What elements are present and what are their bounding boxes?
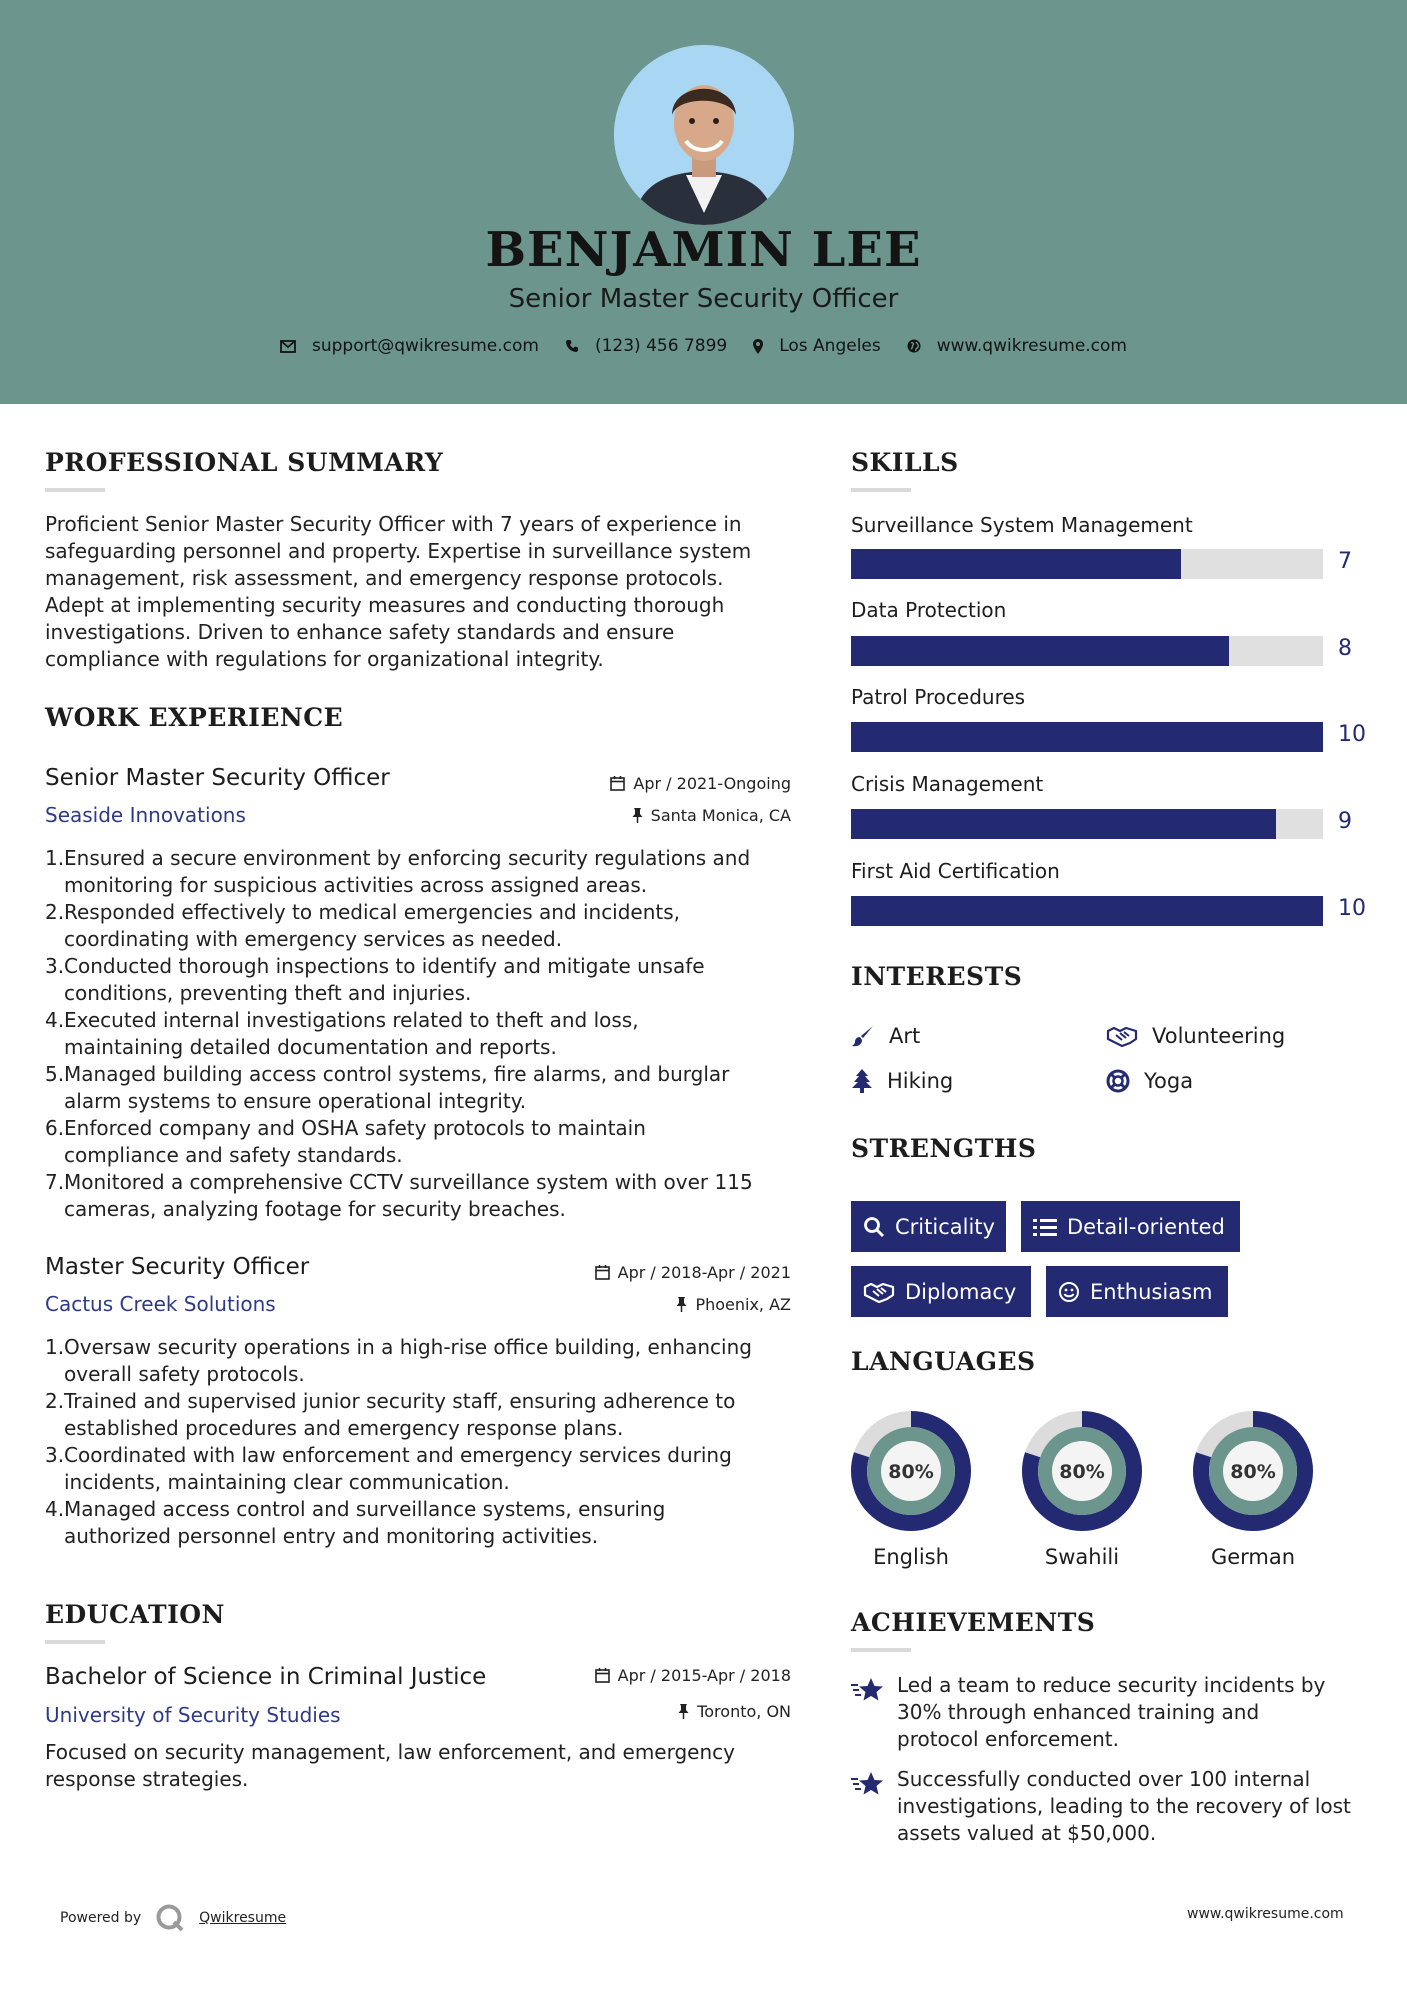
list-line: Oversaw security operations in a high-rise office building, enhancing bbox=[64, 1335, 752, 1359]
job-role: Senior Master Security Officer bbox=[45, 765, 390, 791]
strength-chip bbox=[851, 1201, 1006, 1252]
globe-icon bbox=[907, 339, 921, 353]
phone-icon bbox=[565, 339, 579, 353]
star-icon bbox=[851, 1676, 885, 1704]
education-line: response strategies. bbox=[45, 1767, 249, 1791]
profile-photo bbox=[614, 45, 794, 225]
job-dates bbox=[490, 1263, 791, 1282]
summary-line: Adept at implementing security measures and conducting thorough bbox=[45, 593, 725, 617]
star-icon bbox=[851, 1770, 885, 1798]
language-name: Swahili bbox=[1044, 1545, 1120, 1569]
contact-website[interactable] bbox=[907, 336, 1127, 356]
interest-label: Volunteering bbox=[1152, 1024, 1286, 1048]
list-text bbox=[64, 1061, 729, 1115]
list-number: 3. bbox=[45, 954, 65, 978]
interest-label: Hiking bbox=[887, 1069, 954, 1093]
list-item bbox=[45, 1334, 800, 1388]
list-number: 6. bbox=[45, 1116, 65, 1140]
job-dates-text: Apr / 2021-Ongoing bbox=[633, 774, 791, 793]
interest-item bbox=[1106, 1024, 1285, 1048]
list-line: authorized personnel entry and monitoring activities. bbox=[64, 1524, 599, 1548]
skill-bar-fill bbox=[851, 722, 1323, 752]
tree-icon bbox=[851, 1069, 873, 1093]
contact-website-text: www.qwikresume.com bbox=[936, 336, 1127, 356]
skills-heading: SKILLS bbox=[851, 448, 959, 477]
language-gauge bbox=[1020, 1409, 1144, 1537]
list-text bbox=[64, 953, 705, 1007]
work-heading: WORK EXPERIENCE bbox=[45, 703, 344, 732]
handshake-icon bbox=[1106, 1025, 1138, 1047]
job-role: Master Security Officer bbox=[45, 1254, 310, 1280]
list-line: Managed access control and surveillance systems, ensuring bbox=[64, 1497, 666, 1521]
strengths-heading: STRENGTHS bbox=[851, 1134, 1037, 1163]
qwikresume-logo-icon bbox=[155, 1903, 187, 1933]
achievement-line: protocol enforcement. bbox=[897, 1727, 1119, 1751]
envelope-icon bbox=[280, 340, 296, 353]
calendar-icon bbox=[595, 1265, 610, 1280]
skill-name: Patrol Procedures bbox=[851, 685, 1026, 709]
list-number: 2. bbox=[45, 900, 65, 924]
language-name: German bbox=[1210, 1545, 1296, 1569]
list-item bbox=[45, 1442, 800, 1496]
pushpin-icon bbox=[632, 808, 643, 823]
languages-heading: LANGUAGES bbox=[851, 1347, 1036, 1376]
list-line: Trained and supervised junior security staff, ensuring adherence to bbox=[64, 1389, 736, 1413]
achievement-item bbox=[851, 1672, 1325, 1753]
list-number: 4. bbox=[45, 1497, 65, 1521]
list-line: coordinating with emergency services as needed. bbox=[64, 927, 563, 951]
list-line: Coordinated with law enforcement and emergency services during bbox=[64, 1443, 732, 1467]
list-number: 2. bbox=[45, 1389, 65, 1413]
strength-label: Enthusiasm bbox=[1090, 1279, 1213, 1304]
list-line: Conducted thorough inspections to identify and mitigate unsafe bbox=[64, 954, 705, 978]
education-location-text: Toronto, ON bbox=[697, 1702, 791, 1721]
skill-score: 7 bbox=[1338, 549, 1352, 574]
job-location bbox=[490, 1295, 791, 1314]
language-name: English bbox=[873, 1545, 949, 1569]
language-ring bbox=[1191, 1409, 1315, 1533]
education-location bbox=[490, 1702, 791, 1721]
list-line: Monitored a comprehensive CCTV surveillance system with over 115 bbox=[64, 1170, 753, 1194]
interest-label: Yoga bbox=[1144, 1069, 1194, 1093]
list-text bbox=[64, 1334, 752, 1388]
interest-label: Art bbox=[889, 1024, 921, 1048]
list-icon bbox=[1033, 1217, 1057, 1237]
skill-score: 10 bbox=[1338, 722, 1366, 747]
skill-bar-track bbox=[851, 722, 1323, 752]
skill-bar-track bbox=[851, 809, 1323, 839]
strength-chip bbox=[851, 1266, 1031, 1317]
list-item bbox=[45, 845, 800, 899]
contact-location-text: Los Angeles bbox=[779, 336, 881, 356]
achievement-item bbox=[851, 1766, 1351, 1847]
paintbrush-icon bbox=[851, 1024, 875, 1048]
list-number: 7. bbox=[45, 1170, 65, 1194]
achievement-line: assets valued at $50,000. bbox=[897, 1821, 1157, 1845]
list-number: 1. bbox=[45, 1335, 65, 1359]
skill-bar-track bbox=[851, 636, 1323, 666]
list-item bbox=[45, 1007, 800, 1061]
job-bullets bbox=[45, 1334, 800, 1550]
skill-bar-track bbox=[851, 549, 1323, 579]
achievements-heading-rule bbox=[851, 1648, 911, 1652]
list-item bbox=[45, 1169, 800, 1223]
education-heading-rule bbox=[45, 1640, 105, 1644]
skill-bar-fill bbox=[851, 549, 1181, 579]
map-pin-icon bbox=[753, 339, 763, 354]
list-number: 4. bbox=[45, 1008, 65, 1032]
job-location-text: Santa Monica, CA bbox=[650, 806, 791, 825]
skill-bar-track bbox=[851, 896, 1323, 926]
list-line: Enforced company and OSHA safety protocols to maintain bbox=[64, 1116, 646, 1140]
list-line: maintaining detailed documentation and reports. bbox=[64, 1035, 557, 1059]
achievement-text bbox=[897, 1672, 1325, 1753]
pushpin-icon bbox=[676, 1297, 687, 1312]
interest-item bbox=[851, 1024, 920, 1048]
smile-icon bbox=[1058, 1281, 1080, 1303]
interests-heading: INTERESTS bbox=[851, 962, 1023, 991]
summary-text bbox=[45, 511, 751, 673]
list-line: established procedures and emergency response plans. bbox=[64, 1416, 624, 1440]
achievement-line: investigations, leading to the recovery of lost bbox=[897, 1794, 1351, 1818]
list-line: monitoring for suspicious activities across assigned areas. bbox=[64, 873, 648, 897]
list-line: alarm systems to ensure operational integrity. bbox=[64, 1089, 527, 1113]
footer-powered-by bbox=[60, 1903, 286, 1933]
calendar-icon bbox=[595, 1668, 610, 1683]
achievement-line: Successfully conducted over 100 internal bbox=[897, 1767, 1311, 1791]
contact-location bbox=[753, 336, 881, 356]
contact-email[interactable] bbox=[280, 336, 539, 356]
list-text bbox=[64, 1496, 665, 1550]
footer-website-link[interactable]: www.qwikresume.com bbox=[1187, 1906, 1344, 1922]
list-number: 3. bbox=[45, 1443, 65, 1467]
list-item bbox=[45, 1115, 800, 1169]
language-gauge bbox=[849, 1409, 973, 1537]
job-dates bbox=[490, 774, 791, 793]
summary-line: safeguarding personnel and property. Expertise in surveillance system bbox=[45, 539, 752, 563]
achievements-heading: ACHIEVEMENTS bbox=[851, 1608, 1096, 1637]
list-line: Executed internal investigations related to theft and loss, bbox=[64, 1008, 639, 1032]
skill-bar-fill bbox=[851, 636, 1229, 666]
job-bullets bbox=[45, 845, 800, 1223]
qwikresume-link[interactable]: Qwikresume bbox=[199, 1910, 287, 1926]
education-dates bbox=[490, 1666, 791, 1685]
list-item bbox=[45, 1388, 800, 1442]
interest-item bbox=[1106, 1069, 1193, 1093]
summary-heading-rule bbox=[45, 488, 105, 492]
summary-line: Proficient Senior Master Security Officer with 7 years of experience in bbox=[45, 512, 742, 536]
education-description bbox=[45, 1739, 735, 1793]
contact-row bbox=[0, 336, 1407, 356]
skill-score: 9 bbox=[1338, 809, 1352, 834]
achievement-line: Led a team to reduce security incidents by bbox=[897, 1673, 1326, 1697]
list-text bbox=[64, 1442, 732, 1496]
job-location-text: Phoenix, AZ bbox=[695, 1295, 791, 1314]
list-line: incidents, maintaining clear communication. bbox=[64, 1470, 510, 1494]
education-degree: Bachelor of Science in Criminal Justice bbox=[45, 1664, 487, 1690]
powered-by-label: Powered by bbox=[60, 1910, 142, 1926]
education-line: Focused on security management, law enforcement, and emergency bbox=[45, 1740, 735, 1764]
strength-chip bbox=[1046, 1266, 1228, 1317]
job-company: Cactus Creek Solutions bbox=[45, 1292, 276, 1316]
list-line: Managed building access control systems, fire alarms, and burglar bbox=[64, 1062, 730, 1086]
list-item bbox=[45, 953, 800, 1007]
skill-score: 8 bbox=[1338, 636, 1352, 661]
education-dates-text: Apr / 2015-Apr / 2018 bbox=[617, 1666, 791, 1685]
list-line: cameras, analyzing footage for security breaches. bbox=[64, 1197, 566, 1221]
strength-label: Criticality bbox=[895, 1214, 995, 1239]
skills-heading-rule bbox=[851, 488, 911, 492]
language-percent: 80% bbox=[888, 1461, 934, 1483]
education-heading: EDUCATION bbox=[45, 1600, 225, 1629]
interest-item bbox=[851, 1069, 953, 1093]
list-number: 5. bbox=[45, 1062, 65, 1086]
summary-line: compliance with regulations for organizational integrity. bbox=[45, 647, 604, 671]
list-text bbox=[64, 1115, 646, 1169]
list-number: 1. bbox=[45, 846, 65, 870]
calendar-icon bbox=[610, 776, 625, 791]
list-text bbox=[64, 1169, 753, 1223]
skill-bar-fill bbox=[851, 809, 1276, 839]
contact-phone-text: (123) 456 7899 bbox=[594, 336, 728, 356]
list-line: Responded effectively to medical emergencies and incidents, bbox=[64, 900, 681, 924]
avatar bbox=[614, 45, 794, 225]
skill-bar-fill bbox=[851, 896, 1323, 926]
language-ring bbox=[849, 1409, 973, 1533]
skill-name: First Aid Certification bbox=[851, 859, 1060, 883]
resume-header bbox=[0, 0, 1407, 404]
list-line: conditions, preventing theft and injuries. bbox=[64, 981, 472, 1005]
language-percent: 80% bbox=[1059, 1461, 1105, 1483]
list-text bbox=[64, 1007, 639, 1061]
skill-score: 10 bbox=[1338, 896, 1366, 921]
strength-label: Detail-oriented bbox=[1067, 1214, 1225, 1239]
strength-chip bbox=[1021, 1201, 1240, 1252]
handshake-icon bbox=[863, 1281, 895, 1303]
skill-name: Crisis Management bbox=[851, 772, 1044, 796]
skill-name: Surveillance System Management bbox=[851, 513, 1193, 537]
job-company: Seaside Innovations bbox=[45, 803, 246, 827]
list-text bbox=[64, 1388, 735, 1442]
lifering-icon bbox=[1106, 1069, 1130, 1093]
list-item bbox=[45, 1496, 800, 1550]
summary-heading: PROFESSIONAL SUMMARY bbox=[45, 448, 444, 477]
job-location bbox=[490, 806, 791, 825]
achievement-line: 30% through enhanced training and bbox=[897, 1700, 1260, 1724]
list-text bbox=[64, 845, 750, 899]
summary-line: management, risk assessment, and emergency response protocols. bbox=[45, 566, 724, 590]
education-school: University of Security Studies bbox=[45, 1703, 341, 1727]
achievement-text bbox=[897, 1766, 1351, 1847]
candidate-title: Senior Master Security Officer bbox=[508, 284, 899, 314]
search-icon bbox=[863, 1216, 885, 1238]
pushpin-icon bbox=[678, 1704, 689, 1719]
language-ring bbox=[1020, 1409, 1144, 1533]
strength-label: Diplomacy bbox=[905, 1279, 1017, 1304]
job-dates-text: Apr / 2018-Apr / 2021 bbox=[617, 1263, 791, 1282]
summary-line: investigations. Driven to enhance safety standards and ensure bbox=[45, 620, 675, 644]
language-percent: 80% bbox=[1230, 1461, 1276, 1483]
list-item bbox=[45, 1061, 800, 1115]
list-line: overall safety protocols. bbox=[64, 1362, 305, 1386]
list-text bbox=[64, 899, 680, 953]
contact-phone[interactable] bbox=[565, 336, 727, 356]
skill-name: Data Protection bbox=[851, 598, 1007, 622]
list-line: Ensured a secure environment by enforcing security regulations and bbox=[64, 846, 751, 870]
candidate-name: BENJAMIN LEE bbox=[485, 222, 922, 278]
list-item bbox=[45, 899, 800, 953]
list-line: compliance and safety standards. bbox=[64, 1143, 403, 1167]
language-gauge bbox=[1191, 1409, 1315, 1537]
contact-email-text: support@qwikresume.com bbox=[312, 336, 539, 356]
